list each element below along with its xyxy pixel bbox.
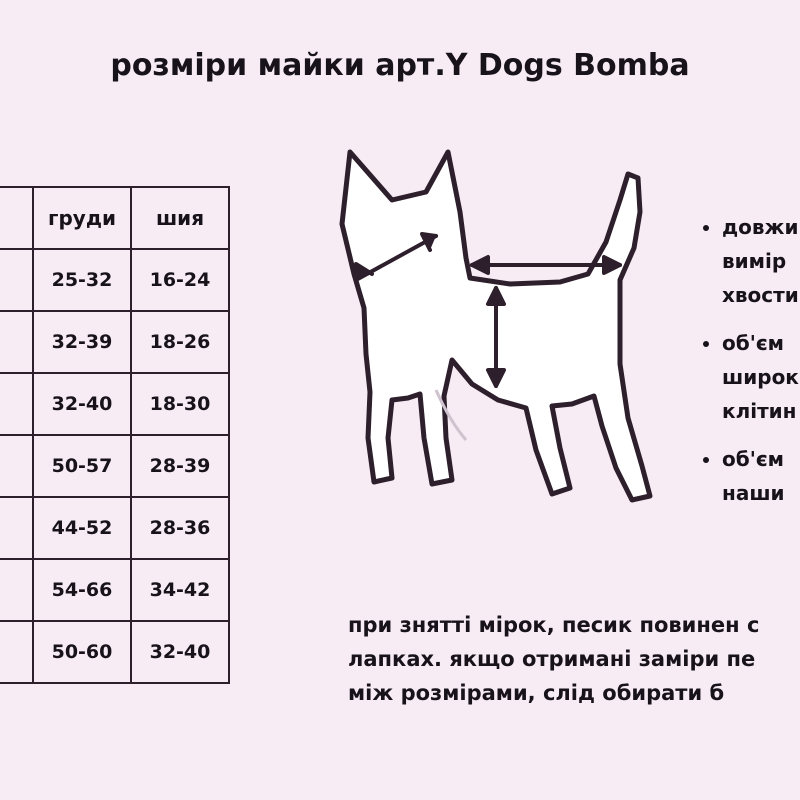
dog-illustration [320,108,700,528]
table-cell-size [0,497,33,559]
table-row [0,497,229,559]
note-line: широк [722,365,799,389]
table-cell-chest: 32-40 [33,373,131,435]
table-cell-chest: 50-60 [33,621,131,683]
list-item [722,210,800,312]
table-header-row [0,187,229,249]
note-line: об'єм [722,447,785,471]
footer-line-2: лапках. якщо отримані заміри пе [348,647,756,671]
footer-line-1: при знятті мірок, песик повинен с [348,613,760,637]
table-cell-neck: 28-39 [131,435,229,497]
note-line: довжи [722,215,799,239]
list-item [722,442,800,510]
note-line: хвости [722,283,799,307]
table-cell-size [0,311,33,373]
table-cell-chest: 44-52 [33,497,131,559]
table-cell-chest: 50-57 [33,435,131,497]
table-header-cell-1: груди [33,187,131,249]
table-row [0,435,229,497]
footer-note [348,608,800,710]
table-cell-neck: 18-26 [131,311,229,373]
note-line: наши [722,481,785,505]
table-row [0,373,229,435]
table-row [0,559,229,621]
table-cell-neck: 34-42 [131,559,229,621]
table-cell-size [0,249,33,311]
list-item [722,326,800,428]
table-row [0,249,229,311]
table-row [0,621,229,683]
note-line: об'єм [722,331,785,355]
measurement-notes [700,210,800,524]
table-header-cell-2: шия [131,187,229,249]
footer-line-3: між розмірами, слід обирати б [348,681,725,705]
table-cell-neck: 16-24 [131,249,229,311]
table-cell-size [0,559,33,621]
table-cell-neck: 28-36 [131,497,229,559]
size-table [0,186,230,684]
table-row [0,311,229,373]
table-cell-size [0,621,33,683]
table-cell-neck: 32-40 [131,621,229,683]
table-header-cell-0 [0,187,33,249]
table-cell-chest: 25-32 [33,249,131,311]
note-line: вимір [722,249,787,273]
page-title: розміри майки арт.Y Dogs Bomba [110,48,690,83]
table-cell-chest: 32-39 [33,311,131,373]
note-line: клітин [722,399,797,423]
table-cell-size [0,373,33,435]
table-cell-size [0,435,33,497]
table-cell-chest: 54-66 [33,559,131,621]
table-cell-neck: 18-30 [131,373,229,435]
